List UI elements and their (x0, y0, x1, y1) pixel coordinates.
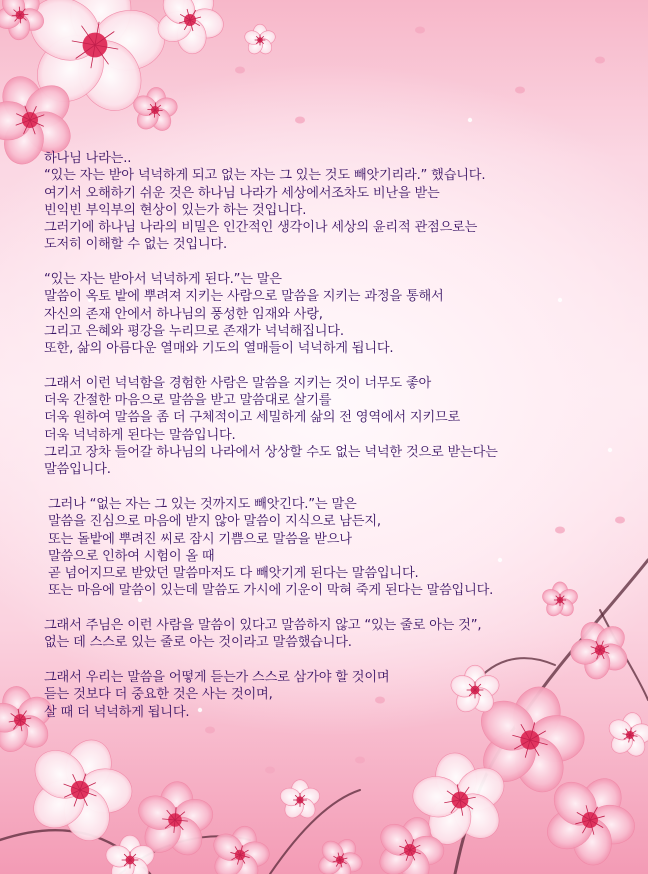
text-line: 듣는 것보다 더 중요한 것은 사는 것이며, (44, 687, 273, 703)
text-line: 그러기에 하나님 나라의 비밀은 인간적인 생각이나 세상의 윤리적 관점으로는 (44, 220, 478, 236)
text-line: 도저히 이해할 수 없는 것입니다. (44, 237, 227, 253)
text-line: 그래서 주님은 이런 사람을 말씀이 있다고 말씀하지 않고 “있는 줄로 아는 것”, (44, 618, 482, 634)
sermon-text (44, 150, 634, 738)
text-line: 더욱 간절한 마음으로 말씀을 받고 말씀대로 살기를 (44, 393, 332, 409)
text-line: 더욱 넉넉하게 된다는 말씀입니다. (44, 427, 236, 443)
text-line: 말씀입니다. (44, 462, 111, 478)
text-line: 없는 데 스스로 있는 줄로 아는 것이라고 말씀했습니다. (44, 635, 352, 651)
text-line: 그러나 “없는 자는 그 있는 것까지도 빼앗긴다.”는 말은 (48, 496, 357, 512)
text-line: 또는 돌밭에 뿌려진 씨로 잠시 기쁨으로 말씀을 받으나 (48, 531, 352, 547)
text-line: 살 때 더 넉넉하게 됩니다. (44, 704, 190, 720)
text-line: 여기서 오해하기 쉬운 것은 하나님 나라가 세상에서조차도 비난을 받는 (44, 185, 440, 201)
text-line: 그래서 이런 넉넉함을 경험한 사람은 말씀을 지키는 것이 너무도 좋아 (44, 375, 432, 391)
paragraph (44, 150, 634, 254)
paragraph (44, 375, 634, 479)
text-line: 하나님 나라는.. (44, 151, 132, 166)
paragraph (44, 669, 634, 721)
text-line: “있는 자는 받아서 넉넉하게 된다.”는 말은 (44, 272, 282, 288)
text-line: 더욱 원하여 말씀을 좀 더 구체적이고 세밀하게 삶의 전 영역에서 지키므로 (44, 410, 461, 426)
paragraph (44, 496, 634, 600)
text-line: 곧 넘어지므로 받았던 말씀마저도 다 빼앗기게 된다는 말씀입니다. (48, 566, 419, 582)
text-line: 말씀으로 인하여 시험이 올 때 (48, 548, 215, 564)
text-line: 말씀이 옥토 밭에 뿌려져 지키는 사람으로 말씀을 지키는 과정을 통해서 (44, 289, 444, 305)
text-line: 그래서 우리는 말씀을 어떻게 듣는가 스스로 삼가야 할 것이며 (44, 669, 390, 685)
text-line: 그리고 장차 들어갈 하나님의 나라에서 상상할 수도 없는 넉넉한 것으로 받는다는 (44, 445, 498, 461)
text-line: 그리고 은혜와 평강을 누리므로 존재가 넉넉해집니다. (44, 323, 344, 339)
text-line: 말씀을 진심으로 마음에 받지 않아 말씀이 지식으로 남든지, (48, 514, 381, 530)
text-line: 또한, 삶의 아름다운 열매와 기도의 열매들이 넉넉하게 됩니다. (44, 341, 394, 357)
paragraph (44, 271, 634, 357)
text-line: 빈익빈 부익부의 현상이 있는가 하는 것입니다. (44, 202, 307, 218)
text-line: 자신의 존재 안에서 하나님의 풍성한 임재와 사랑, (44, 306, 323, 322)
text-line: “있는 자는 받아 넉넉하게 되고 없는 자는 그 있는 것도 빼앗기리라.” 했습니다. (44, 168, 486, 184)
paragraph (44, 617, 634, 652)
text-line: 또는 마음에 말씀이 있는데 말씀도 가시에 기운이 막혀 죽게 된다는 말씀입니다. (48, 583, 494, 599)
